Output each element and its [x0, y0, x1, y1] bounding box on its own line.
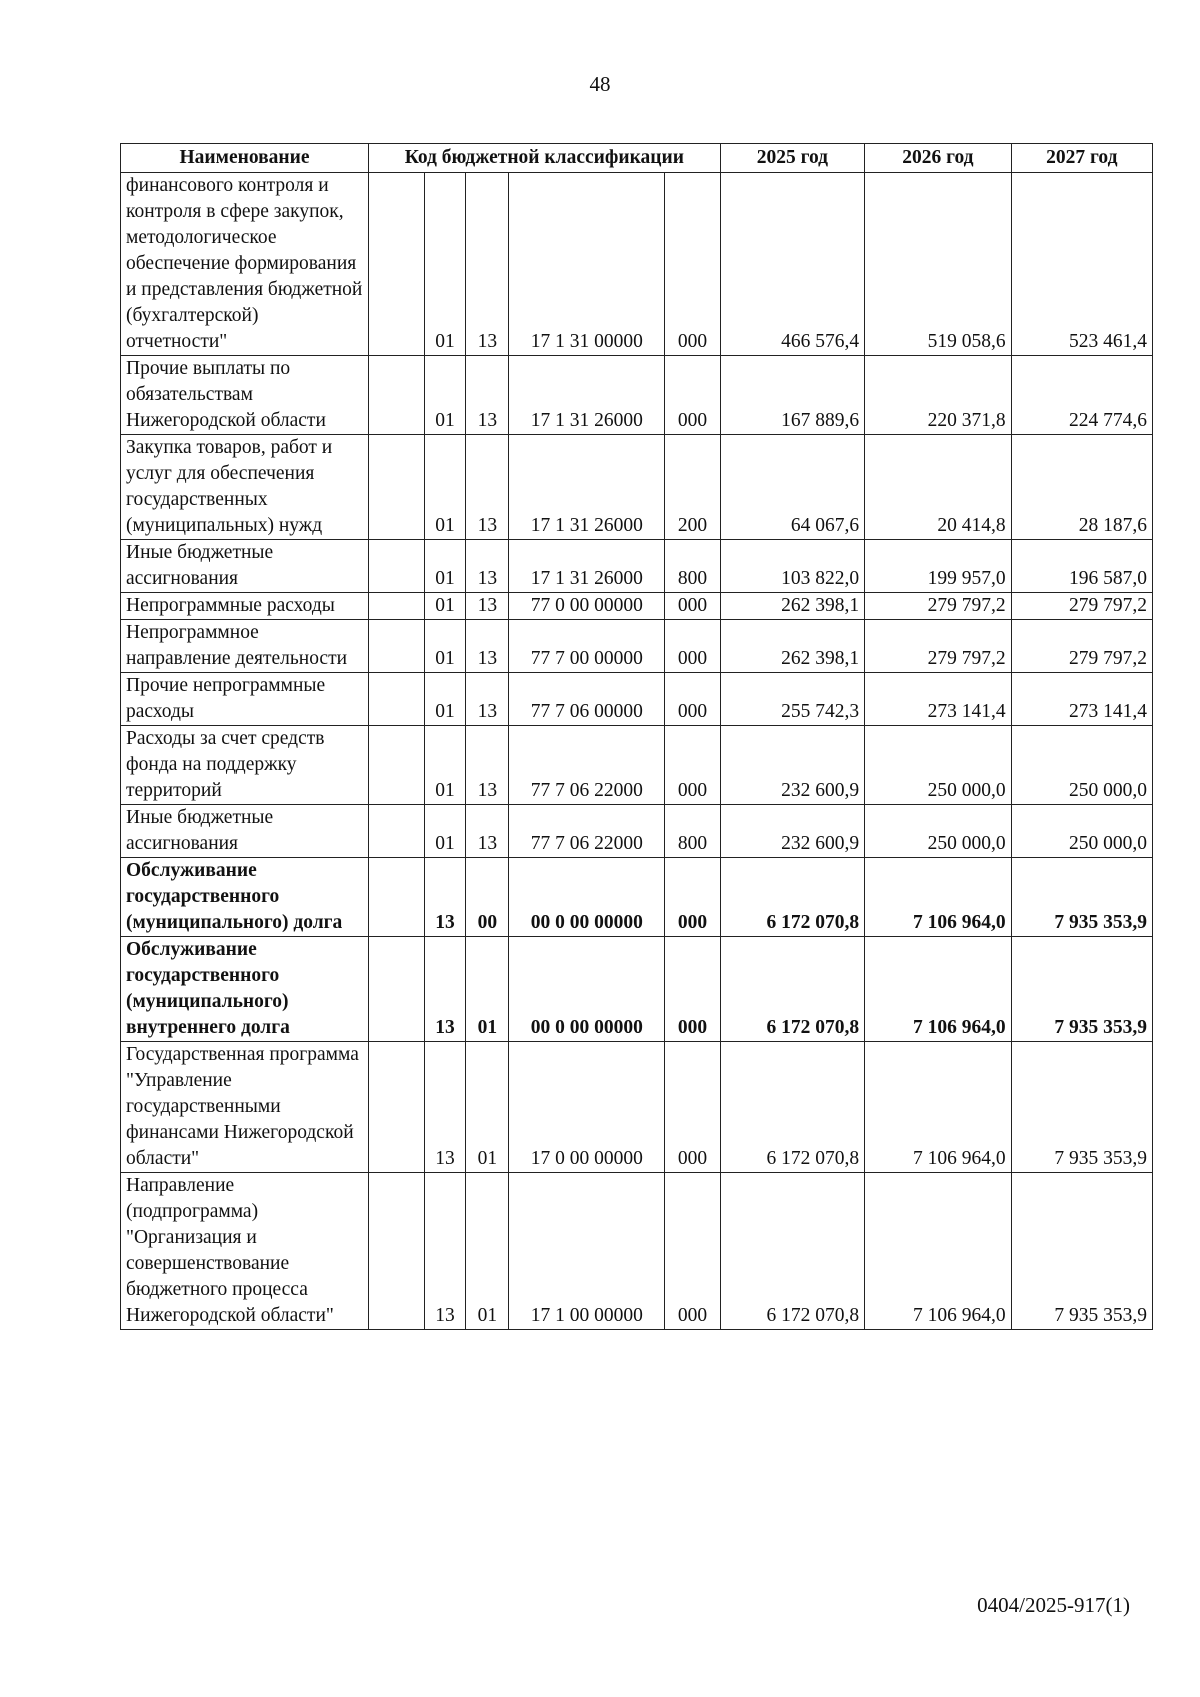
cell-2025: 262 398,1 — [720, 593, 864, 620]
cell-2025: 255 742,3 — [720, 673, 864, 726]
cell-name: Обслуживание государственного (муниципального) долга — [121, 858, 369, 937]
cell-target-article: 00 0 00 00000 — [509, 937, 665, 1042]
cell-expense-type: 000 — [665, 937, 720, 1042]
cell-section: 01 — [424, 540, 466, 593]
table-row — [121, 356, 1153, 435]
cell-2025: 232 600,9 — [720, 726, 864, 805]
header-name: Наименование — [121, 144, 369, 173]
cell-expense-type: 800 — [665, 540, 720, 593]
table-row — [121, 1173, 1153, 1330]
cell-2027: 7 935 353,9 — [1011, 1042, 1152, 1173]
cell-expense-type: 000 — [665, 620, 720, 673]
cell-gr — [369, 620, 424, 673]
cell-2027: 28 187,6 — [1011, 435, 1152, 540]
cell-gr — [369, 858, 424, 937]
cell-subsection: 13 — [466, 356, 509, 435]
cell-2027: 224 774,6 — [1011, 356, 1152, 435]
cell-2025: 466 576,4 — [720, 173, 864, 356]
cell-section: 13 — [424, 1042, 466, 1173]
cell-target-article: 17 1 31 26000 — [509, 540, 665, 593]
cell-subsection: 01 — [466, 1042, 509, 1173]
cell-2027: 523 461,4 — [1011, 173, 1152, 356]
cell-2027: 250 000,0 — [1011, 805, 1152, 858]
table-row — [121, 435, 1153, 540]
cell-target-article: 17 0 00 00000 — [509, 1042, 665, 1173]
cell-2026: 199 957,0 — [865, 540, 1012, 593]
cell-name: Расходы за счет средств фонда на поддержку территорий — [121, 726, 369, 805]
cell-2025: 262 398,1 — [720, 620, 864, 673]
cell-subsection: 13 — [466, 593, 509, 620]
cell-2025: 232 600,9 — [720, 805, 864, 858]
table-row — [121, 673, 1153, 726]
cell-2025: 6 172 070,8 — [720, 937, 864, 1042]
cell-expense-type: 800 — [665, 805, 720, 858]
cell-gr — [369, 435, 424, 540]
cell-subsection: 13 — [466, 805, 509, 858]
cell-target-article: 17 1 00 00000 — [509, 1173, 665, 1330]
cell-2025: 64 067,6 — [720, 435, 864, 540]
cell-expense-type: 000 — [665, 726, 720, 805]
cell-2025: 6 172 070,8 — [720, 1042, 864, 1173]
cell-subsection: 13 — [466, 620, 509, 673]
cell-gr — [369, 356, 424, 435]
cell-target-article: 17 1 31 26000 — [509, 356, 665, 435]
cell-name: Непрограммные расходы — [121, 593, 369, 620]
cell-subsection: 01 — [466, 1173, 509, 1330]
cell-2027: 273 141,4 — [1011, 673, 1152, 726]
cell-section: 13 — [424, 858, 466, 937]
cell-2027: 279 797,2 — [1011, 620, 1152, 673]
cell-gr — [369, 673, 424, 726]
header-2026: 2026 год — [865, 144, 1012, 173]
cell-2027: 250 000,0 — [1011, 726, 1152, 805]
cell-subsection: 13 — [466, 435, 509, 540]
cell-2025: 6 172 070,8 — [720, 1173, 864, 1330]
cell-name: Прочие выплаты по обязательствам Нижегородской области — [121, 356, 369, 435]
cell-section: 13 — [424, 937, 466, 1042]
cell-name: Направление (подпрограмма) "Организация и совершенствование бюджетного процесса Нижегородской области" — [121, 1173, 369, 1330]
cell-gr — [369, 937, 424, 1042]
cell-subsection: 13 — [466, 540, 509, 593]
cell-gr — [369, 593, 424, 620]
cell-target-article: 77 7 06 22000 — [509, 805, 665, 858]
cell-expense-type: 000 — [665, 1042, 720, 1173]
budget-table — [120, 143, 1153, 1330]
cell-section: 01 — [424, 173, 466, 356]
cell-2025: 6 172 070,8 — [720, 858, 864, 937]
header-2027: 2027 год — [1011, 144, 1152, 173]
cell-2026: 20 414,8 — [865, 435, 1012, 540]
cell-section: 01 — [424, 593, 466, 620]
cell-name: Обслуживание государственного (муниципального) внутреннего долга — [121, 937, 369, 1042]
cell-section: 01 — [424, 726, 466, 805]
cell-target-article: 77 7 06 00000 — [509, 673, 665, 726]
cell-subsection: 01 — [466, 937, 509, 1042]
cell-2027: 7 935 353,9 — [1011, 1173, 1152, 1330]
table-row — [121, 937, 1153, 1042]
cell-2026: 279 797,2 — [865, 620, 1012, 673]
cell-section: 01 — [424, 620, 466, 673]
document-code: 0404/2025-917(1) — [977, 1593, 1130, 1617]
cell-2026: 7 106 964,0 — [865, 937, 1012, 1042]
cell-expense-type: 200 — [665, 435, 720, 540]
cell-expense-type: 000 — [665, 593, 720, 620]
table-row — [121, 540, 1153, 593]
cell-2026: 7 106 964,0 — [865, 858, 1012, 937]
cell-expense-type: 000 — [665, 673, 720, 726]
cell-2026: 250 000,0 — [865, 726, 1012, 805]
header-code: Код бюджетной классификации — [369, 144, 721, 173]
cell-subsection: 00 — [466, 858, 509, 937]
cell-gr — [369, 1042, 424, 1173]
table-row — [121, 593, 1153, 620]
cell-target-article: 17 1 31 00000 — [509, 173, 665, 356]
table-row — [121, 805, 1153, 858]
cell-2027: 7 935 353,9 — [1011, 937, 1152, 1042]
cell-name: Прочие непрограммные расходы — [121, 673, 369, 726]
cell-2027: 7 935 353,9 — [1011, 858, 1152, 937]
table-row — [121, 726, 1153, 805]
cell-gr — [369, 1173, 424, 1330]
table-row — [121, 620, 1153, 673]
cell-subsection: 13 — [466, 726, 509, 805]
header-2025: 2025 год — [720, 144, 864, 173]
cell-target-article: 00 0 00 00000 — [509, 858, 665, 937]
cell-expense-type: 000 — [665, 858, 720, 937]
cell-name: Непрограммное направление деятельности — [121, 620, 369, 673]
cell-name: Государственная программа "Управление государственными финансами Нижегородской области" — [121, 1042, 369, 1173]
cell-2025: 103 822,0 — [720, 540, 864, 593]
cell-target-article: 77 0 00 00000 — [509, 593, 665, 620]
cell-section: 01 — [424, 356, 466, 435]
cell-section: 01 — [424, 805, 466, 858]
cell-2026: 250 000,0 — [865, 805, 1012, 858]
page-number: 48 — [589, 72, 611, 96]
cell-2026: 7 106 964,0 — [865, 1173, 1012, 1330]
cell-gr — [369, 726, 424, 805]
cell-target-article: 17 1 31 26000 — [509, 435, 665, 540]
cell-subsection: 13 — [466, 173, 509, 356]
table-row — [121, 858, 1153, 937]
cell-gr — [369, 540, 424, 593]
cell-2027: 279 797,2 — [1011, 593, 1152, 620]
cell-2026: 273 141,4 — [865, 673, 1012, 726]
cell-2027: 196 587,0 — [1011, 540, 1152, 593]
cell-2026: 279 797,2 — [865, 593, 1012, 620]
cell-2026: 220 371,8 — [865, 356, 1012, 435]
cell-gr — [369, 173, 424, 356]
cell-expense-type: 000 — [665, 356, 720, 435]
cell-target-article: 77 7 06 22000 — [509, 726, 665, 805]
cell-2026: 7 106 964,0 — [865, 1042, 1012, 1173]
cell-section: 01 — [424, 673, 466, 726]
cell-section: 01 — [424, 435, 466, 540]
table-row — [121, 173, 1153, 356]
cell-name: Иные бюджетные ассигнования — [121, 805, 369, 858]
cell-name: Закупка товаров, работ и услуг для обеспечения государственных (муниципальных) нужд — [121, 435, 369, 540]
cell-name: финансового контроля и контроля в сфере закупок, методологическое обеспечение формирования и представления бюджетной (бухгалтерской) отчетности" — [121, 173, 369, 356]
cell-gr — [369, 805, 424, 858]
cell-name: Иные бюджетные ассигнования — [121, 540, 369, 593]
cell-target-article: 77 7 00 00000 — [509, 620, 665, 673]
cell-expense-type: 000 — [665, 1173, 720, 1330]
cell-expense-type: 000 — [665, 173, 720, 356]
table-header-row — [121, 144, 1153, 173]
cell-2025: 167 889,6 — [720, 356, 864, 435]
cell-2026: 519 058,6 — [865, 173, 1012, 356]
table-body — [121, 173, 1153, 1330]
cell-section: 13 — [424, 1173, 466, 1330]
cell-subsection: 13 — [466, 673, 509, 726]
table-row — [121, 1042, 1153, 1173]
